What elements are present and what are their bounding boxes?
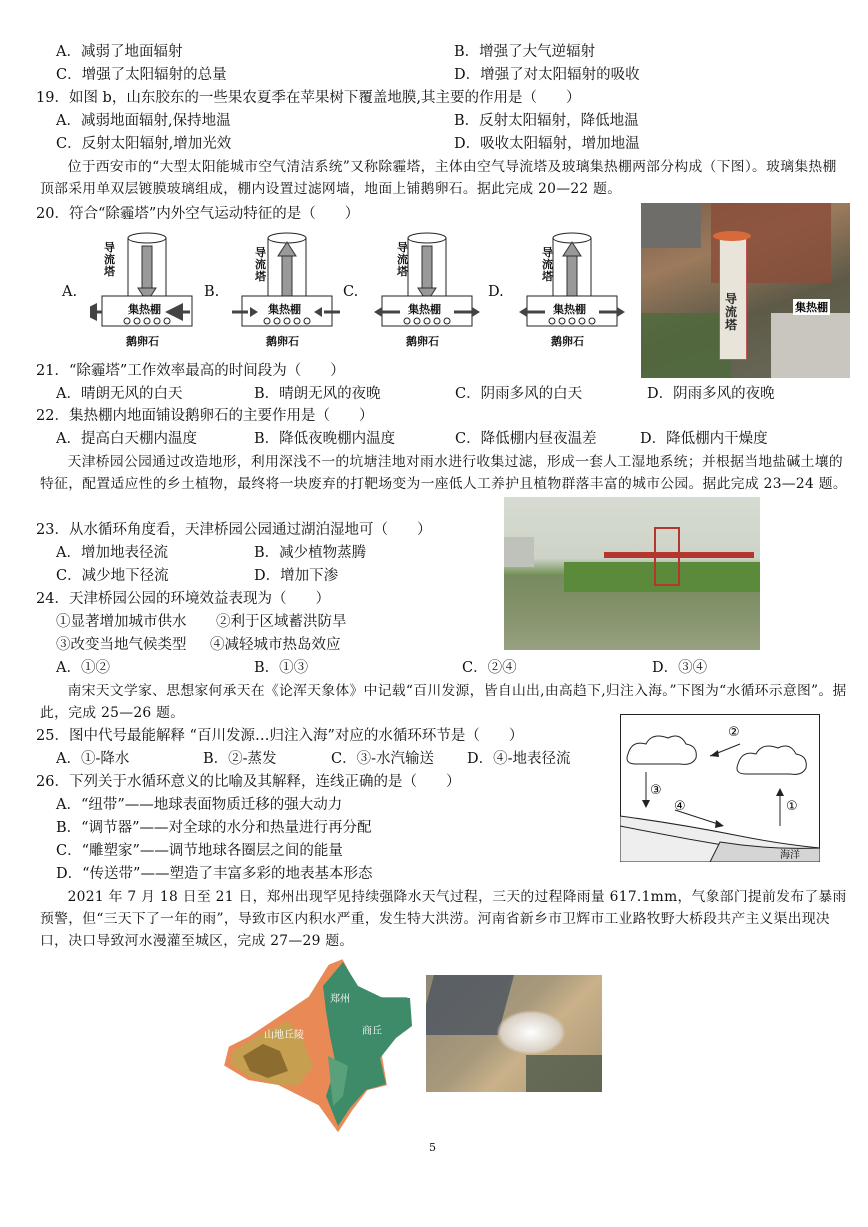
q23-option-a: A．增加地表径流 [56, 545, 168, 561]
q22-option-b: B．降低夜晚棚内温度 [254, 431, 396, 447]
henan-terrain-map [218, 956, 418, 1136]
q23-option-c: C．减少地下径流 [56, 568, 169, 584]
q25-option-b: B．②-蒸发 [203, 751, 277, 767]
q20-c-shed-label: 集热棚 [408, 303, 441, 316]
wc-num-1: ① [786, 799, 798, 814]
q20-diagram-c [370, 230, 480, 350]
q20-label-a: A. [62, 284, 78, 300]
q20-a-tower-label: 导流塔 [104, 241, 115, 278]
q24-statement-3: ③改变当地气候类型 [56, 637, 187, 653]
q23-option-d: D．增加下渗 [254, 568, 339, 584]
water-cycle-diagram [620, 714, 820, 862]
q20-label-b: B. [204, 284, 220, 300]
q24-option-b: B．①③ [254, 660, 309, 676]
wc-num-3: ③ [650, 783, 662, 798]
q20-b-shed-label: 集热棚 [268, 303, 301, 316]
q26-option-a: A．“纽带”——地球表面物质迁移的强大动力 [56, 797, 343, 813]
q26-option-d: D．“传送带”——塑造了丰富多彩的地表基本形态 [56, 866, 373, 882]
q21-option-a: A．晴朗无风的白天 [56, 386, 183, 402]
map-city-zhengzhou: 郑州 [330, 994, 350, 1005]
passage-23-24: 天津桥园公园通过改造地形，利用深浅不一的坑塘洼地对雨水进行收集过滤，形成一套人工湿地系统；并根据当地盐碱土壤的特征，配置适应性的乡土植物，最终将一块废弃的打靶场变为一座低人工养护且植物群落丰富的城市公园。据此完成 23—24 题。 [40, 454, 847, 492]
smog-tower-photo [641, 203, 850, 378]
q20-b-tower-label: 导流塔 [255, 246, 266, 283]
q25-option-a: A．①-降水 [56, 751, 130, 767]
photo-shed-label: 集热棚 [795, 301, 828, 314]
q20-diagram-d [515, 230, 625, 350]
q19-option-d: D．吸收太阳辐射，增加地温 [454, 136, 640, 152]
q23-option-b: B．减少植物蒸腾 [254, 545, 367, 561]
q18-option-b: B．增强了大气逆辐射 [454, 44, 596, 60]
page-number: 5 [429, 1141, 436, 1154]
q22-option-c: C．降低棚内昼夜温差 [455, 431, 597, 447]
photo-tower-label: 导流塔 [725, 292, 738, 332]
q21-option-b: B．晴朗无风的夜晚 [254, 386, 381, 402]
map-city-shangqiu: 商丘 [362, 1026, 382, 1037]
q24-option-a: A．①② [56, 660, 110, 676]
q25-stem: 25．图中代号最能解释 “百川发源…归注入海”对应的水循环环节是（ ） [36, 728, 524, 744]
q20-c-tower-label: 导流塔 [397, 241, 408, 278]
q23-stem: 23．从水循环角度看，天津桥园公园通过湖泊湿地可（ ） [36, 522, 432, 538]
q19-stem: 19．如图 b，山东胶东的一些果农夏季在苹果树下覆盖地膜,其主要的作用是（ ） [36, 90, 581, 106]
q25-option-c: C．③-水汽输送 [331, 751, 434, 767]
q20-a-shed-label: 集热棚 [128, 303, 161, 316]
wc-num-4: ④ [674, 799, 686, 814]
flood-breach-photo [426, 975, 602, 1092]
q24-stem: 24．天津桥园公园的环境效益表现为（ ） [36, 591, 330, 607]
q20-d-shed-label: 集热棚 [553, 303, 586, 316]
q25-option-d: D．④-地表径流 [467, 751, 571, 767]
q20-stem: 20．符合“除霾塔”内外空气运动特征的是（ ） [36, 206, 360, 222]
q26-stem: 26．下列关于水循环意义的比喻及其解释，连线正确的是（ ） [36, 774, 461, 790]
wc-sea-label: 海洋 [780, 850, 800, 861]
q24-option-d: D．③④ [652, 660, 708, 676]
q20-a-stone-label: 鹅卵石 [126, 335, 159, 348]
park-wetland-photo [504, 497, 760, 650]
q22-option-a: A．提高白天棚内温度 [56, 431, 197, 447]
q18-option-c: C．增强了太阳辐射的总量 [56, 67, 227, 83]
q19-option-c: C．反射太阳辐射,增加光效 [56, 136, 232, 152]
q22-stem: 22．集热棚内地面铺设鹅卵石的主要作用是（ ） [36, 408, 374, 424]
q19-option-b: B．反射太阳辐射，降低地温 [454, 113, 639, 129]
q21-option-c: C．阴雨多风的白天 [455, 386, 583, 402]
q20-label-c: C. [343, 284, 359, 300]
map-range-label: 山地丘陵 [264, 1030, 304, 1041]
wc-num-2: ② [728, 725, 740, 740]
q21-option-d: D．阴雨多风的夜晚 [647, 386, 775, 402]
q18-option-a: A．减弱了地面辐射 [56, 44, 183, 60]
q26-option-c: C．“雕塑家”——调节地球各圈层之间的能量 [56, 843, 343, 859]
q20-label-d: D. [488, 284, 504, 300]
q18-option-d: D．增强了对太阳辐射的吸收 [454, 67, 640, 83]
q24-statement-2: ②利于区域蓄洪防旱 [216, 614, 347, 630]
q20-diagram-b [230, 230, 340, 350]
q24-statement-4: ④减轻城市热岛效应 [210, 637, 341, 653]
q20-d-tower-label: 导流塔 [542, 246, 553, 283]
q20-b-stone-label: 鹅卵石 [266, 335, 299, 348]
q24-option-c: C．②④ [462, 660, 517, 676]
q20-d-stone-label: 鹅卵石 [551, 335, 584, 348]
passage-25-26: 南宋天文学家、思想家何承天在《论浑天象体》中记载“百川发源，皆自山出,由高趋下,归注入海。”下图为“水循环示意图”。据此，完成 25—26 题。 [40, 683, 847, 721]
q26-option-b: B．“调节器”——对全球的水分和热量进行再分配 [56, 820, 372, 836]
q19-option-a: A．减弱地面辐射,保持地温 [56, 113, 231, 129]
passage-20-22: 位于西安市的“大型太阳能城市空气清洁系统”又称除霾塔，主体由空气导流塔及玻璃集热棚两部分构成（下图）。玻璃集热棚顶部采用单双层镀膜玻璃组成，棚内设置过滤网墙，地面上铺鹅卵石。据此完成 20—22 题。 [40, 159, 837, 197]
q24-statement-1: ①显著增加城市供水 [56, 614, 187, 630]
q22-option-d: D．降低棚内干燥度 [640, 431, 768, 447]
passage-27-29: 2021 年 7 月 18 日至 21 日，郑州出现罕见持续强降水天气过程，三天的过程降雨量 617.1mm，气象部门提前发布了暴雨预警，但“三天下了一年的雨”，导致市区内积水严重，发生特大洪涝。河南省新乡市卫辉市工业路牧野大桥段共产主义渠出现决口，决口导致河水漫灌至城区，完成 27—29 题。 [40, 889, 847, 949]
q21-stem: 21．“除霾塔”工作效率最高的时间段为（ ） [36, 363, 345, 379]
q20-c-stone-label: 鹅卵石 [406, 335, 439, 348]
